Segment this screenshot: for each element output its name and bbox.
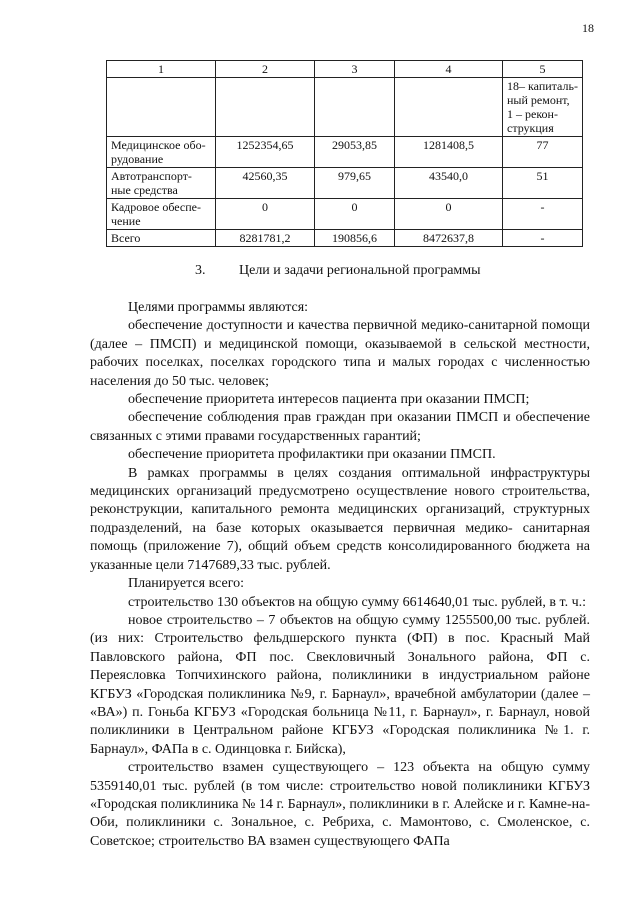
row-label bbox=[107, 78, 216, 137]
table-cell-c4: 1281408,5 bbox=[395, 137, 503, 168]
table-cell-c3 bbox=[315, 78, 395, 137]
row-label-line: Кадровое обеспе- bbox=[111, 200, 201, 214]
column-header: 2 bbox=[216, 61, 315, 78]
table-cell-c5 bbox=[503, 137, 583, 168]
row-label bbox=[107, 230, 216, 247]
table-cell-c2: 42560,35 bbox=[216, 168, 315, 199]
table-cell-c3: 190856,6 bbox=[315, 230, 395, 247]
table-body bbox=[107, 78, 583, 247]
paragraph: Планируется всего: bbox=[128, 576, 244, 592]
row-label bbox=[107, 137, 216, 168]
column-header: 4 bbox=[395, 61, 503, 78]
row-label-line: Всего bbox=[111, 231, 141, 245]
table-cell-c5-line: струкция bbox=[507, 121, 554, 135]
table-cell-c5 bbox=[503, 168, 583, 199]
paragraph: обеспечение приоритета профилактики при оказании ПМСП. bbox=[128, 447, 496, 463]
column-header: 1 bbox=[107, 61, 216, 78]
table-cell-c4 bbox=[395, 78, 503, 137]
table-cell-c2: 1252354,65 bbox=[216, 137, 315, 168]
row-label-line: чение bbox=[111, 214, 141, 228]
table-cell-c5 bbox=[503, 78, 583, 137]
table-header-row bbox=[107, 61, 583, 78]
table-cell-c5-line: - bbox=[540, 231, 545, 245]
table-cell-c4: 0 bbox=[395, 199, 503, 230]
table-cell-c3: 979,65 bbox=[315, 168, 395, 199]
paragraph: строительство 130 объектов на общую сумму 6614640,01 тыс. рублей, в т. ч.: bbox=[128, 594, 587, 610]
table-cell-c5-line: - bbox=[540, 200, 545, 214]
table-cell-c5-line: ный ремонт, bbox=[507, 93, 570, 107]
section-number: 3. bbox=[195, 263, 206, 278]
section-heading bbox=[195, 263, 481, 279]
row-label bbox=[107, 168, 216, 199]
row-label-line: ные средства bbox=[111, 183, 178, 197]
table-row bbox=[107, 78, 583, 137]
page-number: 18 bbox=[582, 21, 594, 35]
table-row bbox=[107, 137, 583, 168]
section-title: Цели и задачи региональной программы bbox=[239, 263, 481, 278]
table-cell-c5-line: 77 bbox=[536, 138, 549, 152]
column-header: 3 bbox=[315, 61, 395, 78]
table-row bbox=[107, 230, 583, 247]
table-cell-c5-line: 1 – рекон- bbox=[507, 107, 558, 121]
body-text bbox=[90, 299, 590, 851]
table-cell-c5 bbox=[503, 230, 583, 247]
table-cell-c4: 8472637,8 bbox=[395, 230, 503, 247]
paragraph: обеспечение приоритета интересов пациента при оказании ПМСП; bbox=[128, 392, 530, 408]
table-cell-c3: 0 bbox=[315, 199, 395, 230]
table-cell-c5-line: 18– капиталь- bbox=[507, 79, 578, 93]
paragraph: новое строительство – 7 объектов на общую сумму 1255500,00 тыс. рублей. (из них: Строительство фельдшерского пункта (ФП) в пос. Красный Май Павловского района, ФП пос. Свекловичный Зонального района, ФП с. Переясловка Топчихинского района, поликлиники в индустриальном районе КГБУЗ «Городская поликлиника №9, г. Барнаул», врачебной амбулатории (далее – «ВА») п. Гоньба КГБУЗ «Городская больница №11, г. Барнаул», г. Барнаул, новой поликлиники в Центральном районе КГБУЗ «Городская поликлиника №1. г. Барнаул», ФАПа в с. Одинцовка г. Бийска), bbox=[90, 612, 590, 757]
table-cell-c5-line: 51 bbox=[536, 169, 549, 183]
table-row bbox=[107, 168, 583, 199]
row-label-line: Автотранспорт- bbox=[111, 169, 192, 183]
paragraph: обеспечение соблюдения прав граждан при оказании ПМСП и обеспечение связанных с этими правами государственных гарантий; bbox=[90, 410, 590, 444]
paragraph: Целями программы являются: bbox=[128, 300, 309, 315]
table-cell-c4: 43540,0 bbox=[395, 168, 503, 199]
row-label bbox=[107, 199, 216, 230]
paragraph: В рамках программы в целях создания оптимальной инфраструктуры медицинских организаций предусмотрено осуществление нового строительства, реконструкции, капитального ремонта медицинских организаций, структурных подразделений, на базе которых оказывается первичная медико- санитарная помощь (приложение 7), общий объем средств консолидированного бюджета на указанные цели 7147689,33 тыс. рублей. bbox=[90, 465, 590, 573]
cost-table bbox=[106, 60, 583, 247]
table-cell-c3: 29053,85 bbox=[315, 137, 395, 168]
table-cell-c2: 0 bbox=[216, 199, 315, 230]
table-cell-c2 bbox=[216, 78, 315, 137]
column-header: 5 bbox=[503, 61, 583, 78]
row-label-line: Медицинское обо- bbox=[111, 138, 206, 152]
paragraph: обеспечение доступности и качества первичной медико-санитарной помощи (далее – ПМСП) и медицинской помощи, оказываемой в сельской местности, рабочих поселках, поселках городского типа и малых городах с численностью населения до 50 тыс. человек; bbox=[90, 318, 590, 389]
table-cell-c2: 8281781,2 bbox=[216, 230, 315, 247]
table-cell-c5 bbox=[503, 199, 583, 230]
table-row bbox=[107, 199, 583, 230]
row-label-line: рудование bbox=[111, 152, 164, 166]
paragraph: строительство взамен существующего – 123 объекта на общую сумму 5359140,01 тыс. рублей (в том числе: строительство новой поликлиники КГБУЗ «Городская поликлиника № 14 г. Барнаул», поликлиники в г. Алейске и г. Камне-на-Оби, поликлиники с. Зональное, с. Ребриха, с. Мамонтово, с. Смоленское, с. Советское; строительство ВА взамен существующего ФАПа bbox=[90, 760, 590, 849]
